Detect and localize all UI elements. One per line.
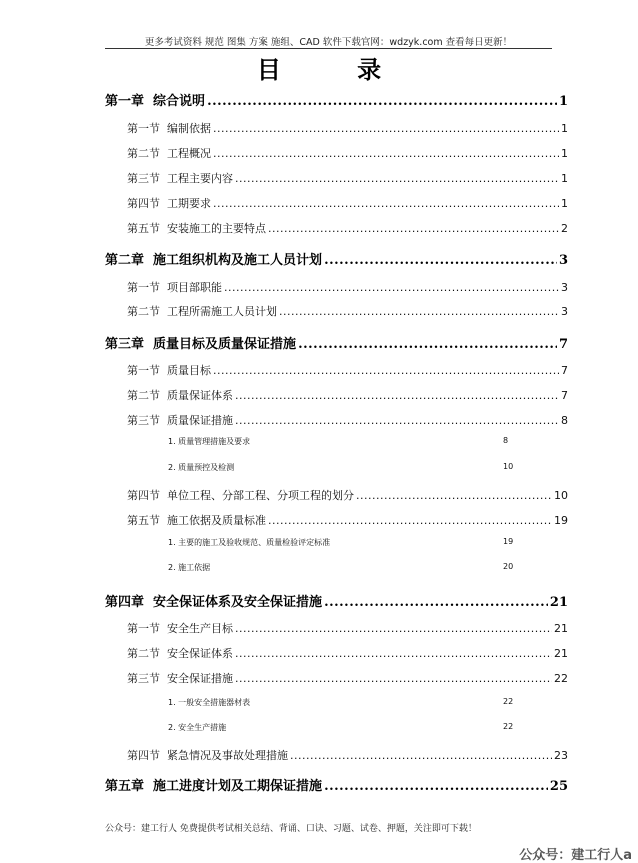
toc-entry-page: 2 — [561, 222, 568, 235]
toc-entry-label: 第五节 施工依据及质量标准 — [127, 514, 266, 527]
toc-entry-label: 第三章 质量目标及质量保证措施 — [105, 337, 297, 352]
toc-entry-label: 第二章 施工组织机构及施工人员计划 — [105, 253, 323, 268]
toc-chapter-row[interactable] — [105, 249, 568, 268]
toc-entry-label: 第二节 工程所需施工人员计划 — [127, 305, 277, 318]
dot-leader — [356, 489, 552, 502]
toc-entry-label: 2. 施工依据 — [168, 563, 211, 572]
dot-leader — [290, 749, 552, 762]
toc-entry-page: 23 — [554, 749, 568, 762]
dot-leader — [324, 253, 557, 268]
dot-leader — [268, 514, 552, 527]
page-header: 更多考试资料 规范 图集 方案 施组、CAD 软件下载官网：wdzyk.com 查看每日更新！ — [144, 37, 513, 48]
toc-entry-page: 7 — [561, 389, 568, 402]
toc-entry-label: 第三节 质量保证措施 — [127, 414, 233, 427]
toc-entry-page: 22 — [503, 697, 514, 706]
toc-entry-page: 19 — [503, 537, 514, 546]
toc-entry-page: 8 — [561, 414, 568, 427]
toc-section-row[interactable] — [127, 670, 568, 686]
toc-entry-page: 1 — [561, 147, 568, 160]
dot-leader — [235, 647, 552, 660]
dot-leader — [213, 364, 559, 377]
toc-entry-label: 1. 主要的施工及验收规范、质量检验评定标准 — [168, 538, 331, 547]
toc-entry-label: 第四节 紧急情况及事故处理措施 — [127, 749, 288, 762]
toc-entry-label: 第四节 工期要求 — [127, 197, 211, 210]
toc-entry-page: 25 — [549, 779, 568, 794]
toc-section-row[interactable] — [127, 487, 568, 503]
toc-entry-page: 10 — [503, 462, 514, 471]
toc-entry-page: 7 — [558, 337, 568, 352]
toc-section-row[interactable] — [127, 387, 568, 403]
dot-leader — [213, 122, 559, 135]
toc-entry-page: 21 — [554, 647, 568, 660]
dot-leader — [235, 172, 559, 185]
toc-entry-page: 1 — [558, 94, 568, 109]
toc-entry-page: 19 — [554, 514, 568, 527]
toc-entry-label: 第三节 安全保证措施 — [127, 672, 233, 685]
toc-entry-label: 第一章 综合说明 — [105, 94, 206, 109]
header-rule — [105, 48, 552, 49]
toc-entry-page: 1 — [561, 122, 568, 135]
dot-leader — [235, 414, 559, 427]
toc-entry-page: 21 — [549, 595, 568, 610]
toc-entry-label: 第四章 安全保证体系及安全保证措施 — [105, 595, 323, 610]
toc-section-row[interactable] — [127, 303, 568, 319]
dot-leader — [279, 305, 559, 318]
dot-leader — [324, 595, 548, 610]
toc-entry-label: 第一节 项目部职能 — [127, 281, 222, 294]
dot-leader — [213, 147, 559, 160]
toc-section-row[interactable] — [127, 120, 568, 136]
dot-leader — [268, 222, 559, 235]
toc-section-row[interactable] — [127, 220, 568, 236]
toc-chapter-row[interactable] — [105, 333, 568, 352]
toc-chapter-row[interactable] — [105, 775, 568, 794]
dot-leader — [224, 281, 559, 294]
toc-entry-label: 第二节 工程概况 — [127, 147, 211, 160]
dot-leader — [213, 197, 559, 210]
toc-entry-page: 22 — [503, 722, 514, 731]
toc-section-row[interactable] — [127, 145, 568, 161]
toc-entry-label: 第二节 安全保证体系 — [127, 647, 233, 660]
toc-entry-page: 3 — [558, 253, 568, 268]
toc-entry-page: 8 — [503, 436, 509, 445]
toc-entry-label: 第一节 编制依据 — [127, 122, 211, 135]
toc-entry-page: 3 — [561, 281, 568, 294]
toc-entry-page: 3 — [561, 305, 568, 318]
toc-entry-label: 2. 安全生产措施 — [168, 723, 227, 732]
toc-entry-page: 21 — [554, 622, 568, 635]
dot-leader — [235, 389, 559, 402]
dot-leader — [207, 94, 557, 109]
toc-entry-page: 10 — [554, 489, 568, 502]
toc-entry-label: 第三节 工程主要内容 — [127, 172, 233, 185]
toc-section-row[interactable] — [127, 412, 568, 428]
toc-section-row[interactable] — [127, 362, 568, 378]
toc-entry-label: 2. 质量预控及检测 — [168, 463, 235, 472]
page-title: 目 录 — [256, 55, 416, 84]
toc-entry-page: 7 — [561, 364, 568, 377]
toc-entry-label: 第一节 安全生产目标 — [127, 622, 233, 635]
toc-entry-label: 1. 质量管理措施及要求 — [168, 437, 251, 446]
toc-section-row[interactable] — [127, 512, 568, 528]
toc-section-row[interactable] — [127, 170, 568, 186]
toc-entry-label: 第五章 施工进度计划及工期保证措施 — [105, 779, 323, 794]
toc-chapter-row[interactable] — [105, 591, 568, 610]
toc-entry-label: 第五节 安装施工的主要特点 — [127, 222, 266, 235]
toc-entry-label: 1. 一般安全措施器材表 — [168, 698, 251, 707]
watermark: 公众号：建工行人a — [519, 848, 632, 863]
dot-leader — [298, 337, 557, 352]
toc-section-row[interactable] — [127, 747, 568, 763]
toc-entry-label: 第一节 质量目标 — [127, 364, 211, 377]
toc-section-row[interactable] — [127, 195, 568, 211]
toc-section-row[interactable] — [127, 279, 568, 295]
toc-section-row[interactable] — [127, 645, 568, 661]
toc-entry-page: 1 — [561, 197, 568, 210]
toc-section-row[interactable] — [127, 620, 568, 636]
toc-entry-page: 22 — [554, 672, 568, 685]
toc-entry-page: 1 — [561, 172, 568, 185]
toc-chapter-row[interactable] — [105, 90, 568, 109]
dot-leader — [235, 622, 552, 635]
toc-entry-page: 20 — [503, 562, 514, 571]
dot-leader — [324, 779, 548, 794]
dot-leader — [235, 672, 552, 685]
toc-entry-label: 第四节 单位工程、分部工程、分项工程的划分 — [127, 489, 354, 502]
page-footer: 公众号：建工行人 免费提供考试相关总结、背诵、口诀、习题、试卷、押题，关注即可下载！ — [105, 824, 477, 834]
toc-entry-label: 第二节 质量保证体系 — [127, 389, 233, 402]
